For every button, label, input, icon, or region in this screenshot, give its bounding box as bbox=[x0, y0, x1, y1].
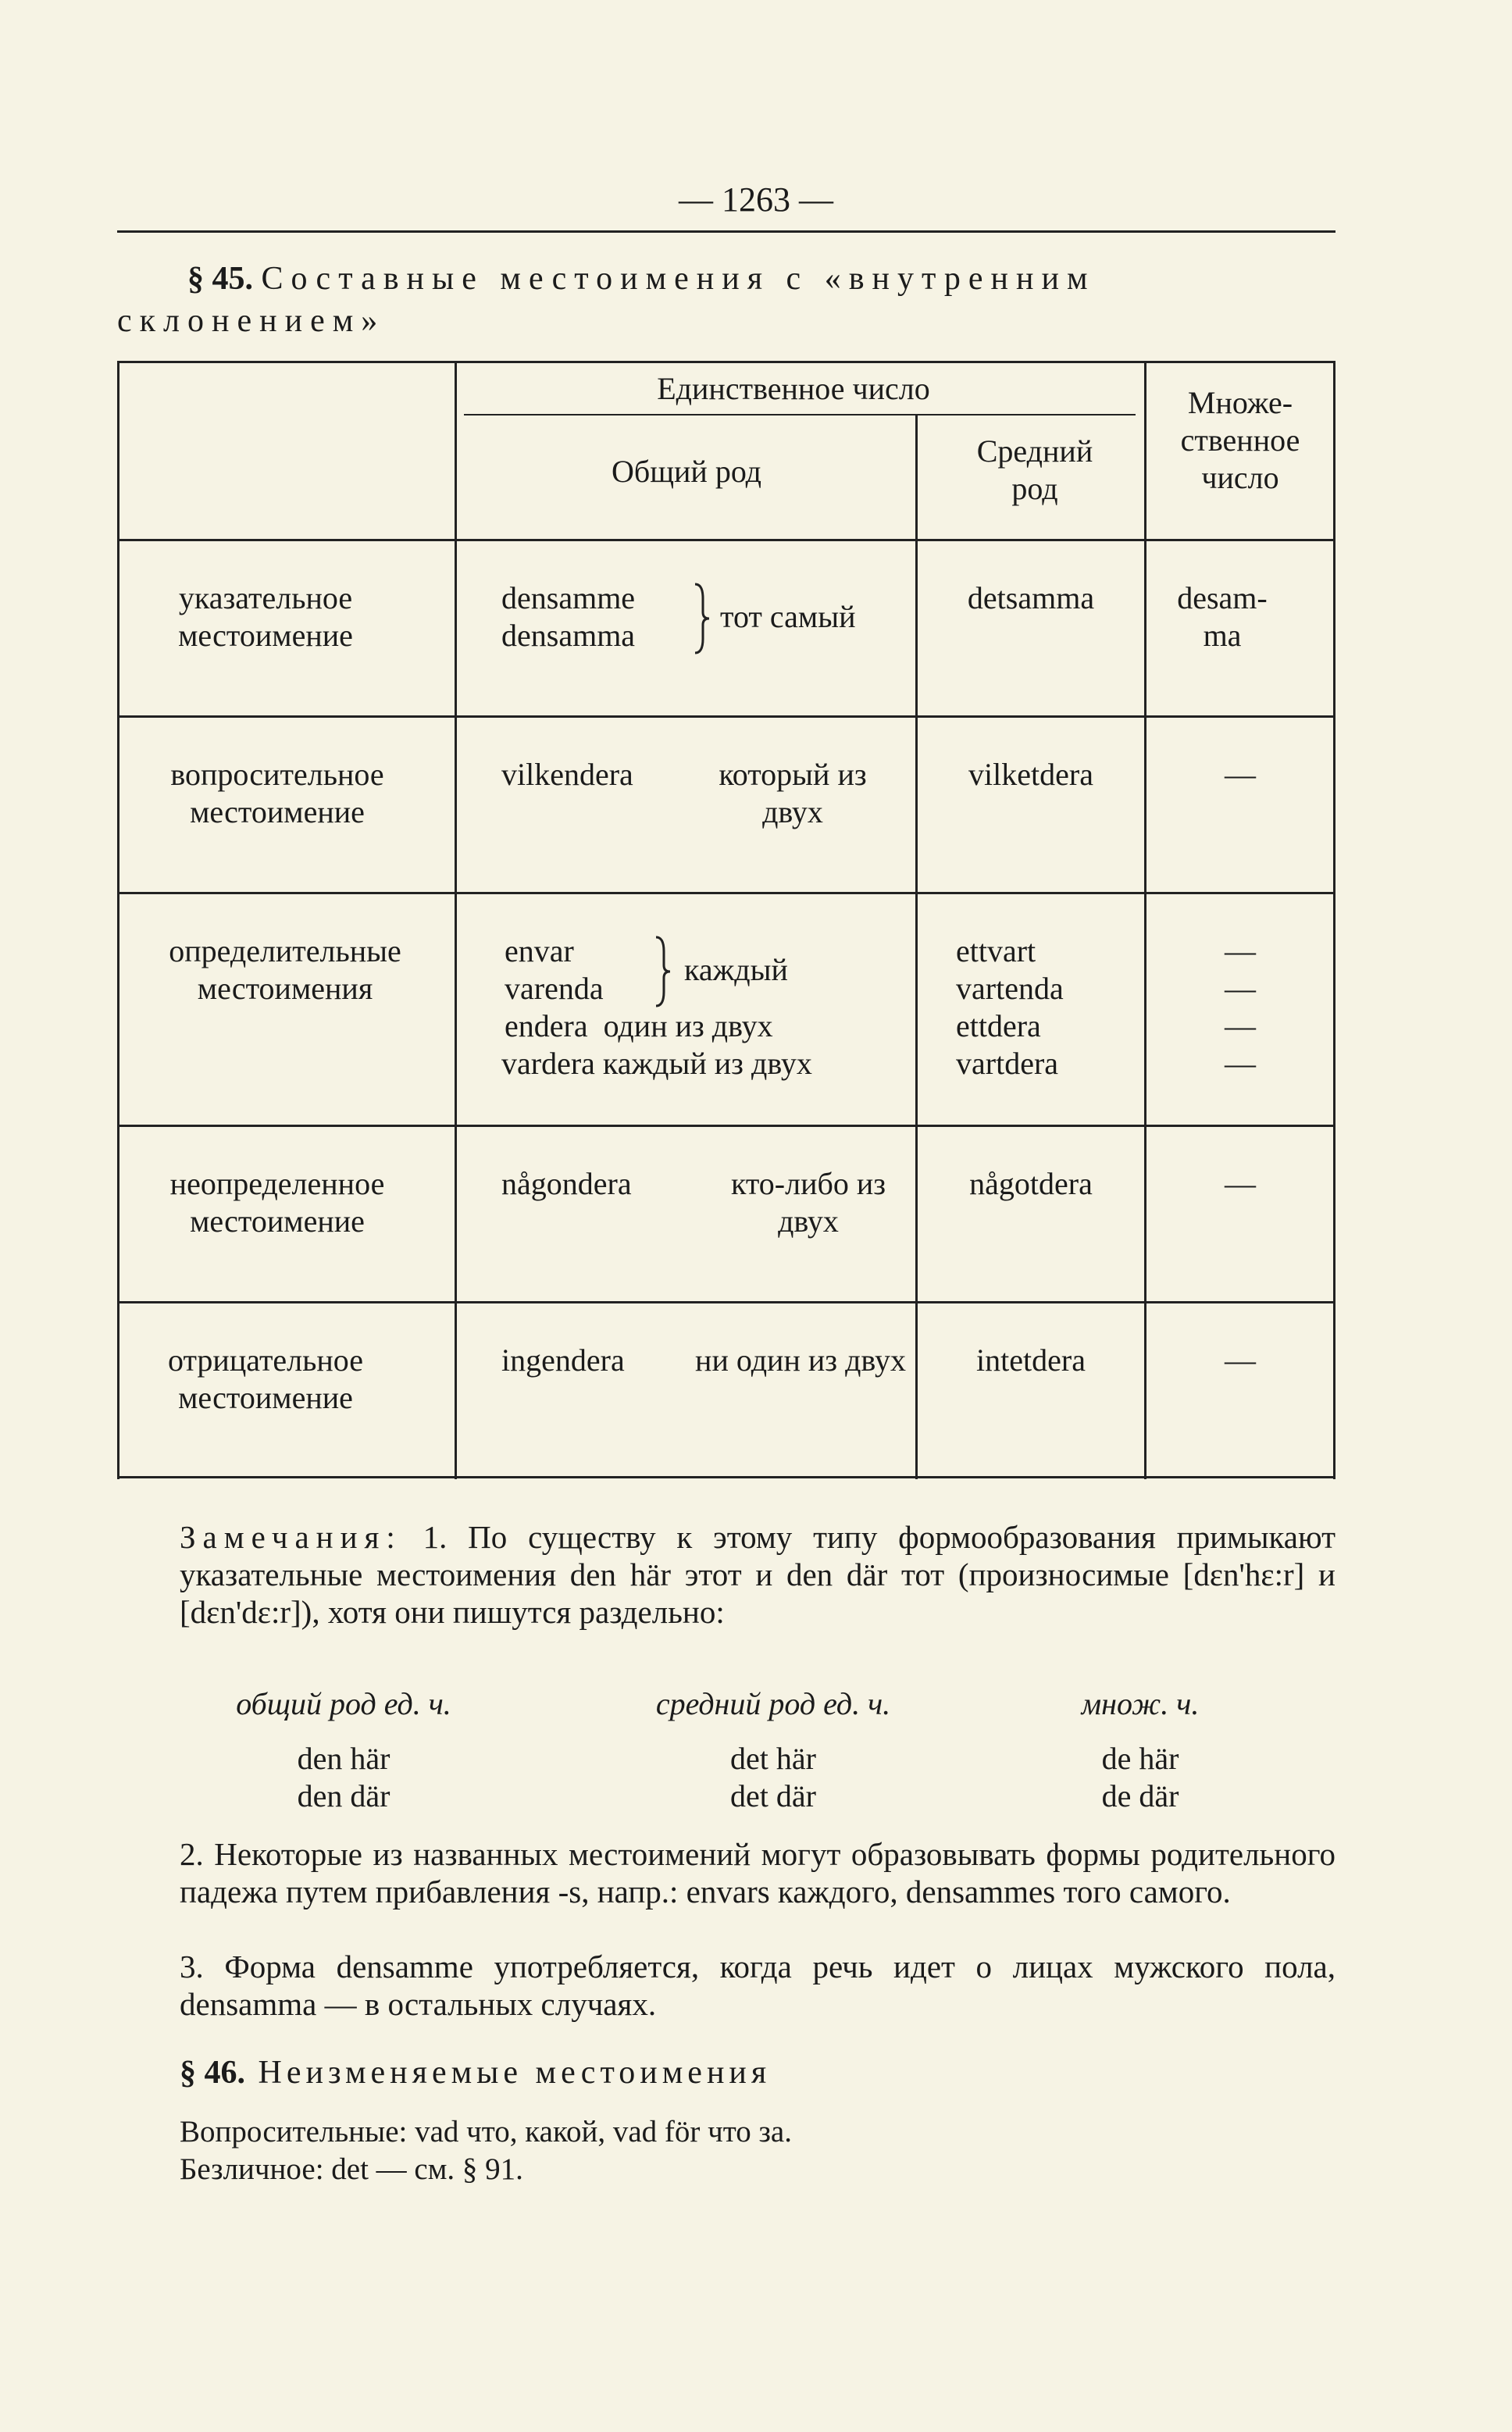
table-rule bbox=[1144, 361, 1146, 1479]
form-det-har: det här bbox=[730, 1741, 816, 1776]
table-rule bbox=[117, 892, 1335, 894]
section-45-title-line2: склонением» bbox=[117, 303, 386, 339]
plural-dash: — bbox=[1225, 1046, 1256, 1081]
neuter-vartenda: vartenda bbox=[956, 971, 1064, 1006]
common-endera: endera один из двух bbox=[505, 1008, 773, 1043]
form-den-har: den här bbox=[297, 1741, 390, 1776]
plural-dash: — bbox=[1225, 971, 1256, 1006]
plural-dash: — bbox=[1225, 933, 1256, 968]
common-densamma: densamma bbox=[501, 618, 636, 653]
page-number: — 1263 — bbox=[679, 180, 833, 219]
common-envar: envar bbox=[505, 933, 574, 968]
plural-dash: — bbox=[1225, 1166, 1256, 1201]
header-rule bbox=[117, 230, 1335, 233]
neuter-vartdera: vartdera bbox=[956, 1046, 1059, 1081]
neuter-ettvart: ettvart bbox=[956, 933, 1036, 968]
section-45-title bbox=[117, 258, 1343, 342]
row-label-interrogative: вопросительное местоимение bbox=[170, 757, 384, 829]
gloss-kto-libo: кто-либо из двух bbox=[730, 1166, 886, 1239]
section-45-number: § 45. bbox=[187, 261, 253, 297]
table-rule bbox=[455, 361, 457, 1479]
header-singular: Единственное число bbox=[657, 371, 930, 406]
table-rule bbox=[117, 715, 1335, 718]
forms-header-common: общий род ед. ч. bbox=[236, 1686, 451, 1721]
table-rule bbox=[117, 1476, 1335, 1478]
row-label-definitive: определительные местоимения bbox=[169, 933, 401, 1006]
section-46-number: § 46. bbox=[180, 2055, 245, 2091]
form-det-dar: det där bbox=[730, 1778, 816, 1813]
brace-icon bbox=[654, 936, 673, 1007]
row-label-indefinite: неопределенное местоимение bbox=[169, 1166, 385, 1239]
section-46-line2: Безличное: det — см. § 91. bbox=[180, 2152, 523, 2186]
table-rule bbox=[117, 361, 119, 1479]
neuter-ettdera: ettdera bbox=[956, 1008, 1041, 1043]
form-de-har: de här bbox=[1101, 1741, 1179, 1776]
table-rule bbox=[117, 539, 1335, 541]
table-rule bbox=[915, 414, 918, 1479]
row-label-negative: отрицательное местоимение bbox=[167, 1343, 364, 1415]
common-vilkendera: vilkendera bbox=[501, 757, 633, 792]
row-label-demonstrative: указательное местоимение bbox=[178, 580, 353, 653]
neuter-detsamma: detsamma bbox=[967, 580, 1095, 615]
common-densamme: densamme bbox=[501, 580, 636, 615]
neuter-intetdera: intetdera bbox=[976, 1343, 1086, 1378]
gloss-kazhdyi: каждый bbox=[684, 952, 788, 987]
form-de-dar: de där bbox=[1101, 1778, 1179, 1813]
gloss-ni-odin: ни один из двух bbox=[695, 1343, 906, 1378]
plural-dash: — bbox=[1225, 1008, 1256, 1043]
common-vardera: vardera каждый из двух bbox=[501, 1046, 812, 1081]
header-neuter-gender: Средний род bbox=[976, 433, 1093, 506]
pronoun-table bbox=[117, 361, 1335, 1479]
note-3 bbox=[117, 1948, 1335, 2023]
note-3-text: 3. Форма densamme употребляется, когда речь идет о лицах мужского пола, densamma — в остальных случаях. bbox=[180, 1949, 1335, 2022]
gloss-tot-samyi: тот самый bbox=[720, 599, 856, 634]
section-46-title bbox=[180, 2054, 771, 2091]
neuter-nagotdera: någotdera bbox=[969, 1166, 1093, 1201]
section-46-line1: Вопросительные: vad что, какой, vad för что за. bbox=[180, 2115, 792, 2149]
common-ingendera: ingendera bbox=[501, 1343, 625, 1378]
forms-header-plural: множ. ч. bbox=[1081, 1686, 1200, 1721]
plural-desamma: desam-ma bbox=[1177, 580, 1268, 653]
notes-label: Замечания: bbox=[180, 1519, 402, 1555]
brace-icon bbox=[694, 583, 712, 654]
common-nagondera: någondera bbox=[501, 1166, 632, 1201]
section-46-title-text: Неизменяемые местоимения bbox=[258, 2055, 772, 2091]
header-plural: Множе-ственное число bbox=[1180, 385, 1300, 495]
note-1 bbox=[117, 1518, 1335, 1631]
note-2 bbox=[117, 1835, 1335, 1910]
plural-dash: — bbox=[1225, 757, 1256, 792]
forms-header-neuter: средний род ед. ч. bbox=[655, 1686, 891, 1721]
table-rule bbox=[1333, 361, 1335, 1479]
section-45-title-line1: Составные местоимения с «внутренним bbox=[261, 261, 1096, 297]
table-rule bbox=[117, 361, 1335, 363]
table-rule bbox=[117, 1301, 1335, 1303]
gloss-kotoryi: который из двух bbox=[719, 757, 867, 829]
plural-dash: — bbox=[1225, 1343, 1256, 1378]
table-rule bbox=[464, 414, 1136, 415]
neuter-vilketdera: vilketdera bbox=[968, 757, 1093, 792]
form-den-dar: den där bbox=[297, 1778, 390, 1813]
note-1-text: 1. По существу к этому типу формообразования примыкают указательные местоимения den här этот и den där тот (произносимые [dɛn'hɛ:r] и [dɛn'dɛ:r]), хотя они пишутся раздельно: bbox=[180, 1519, 1336, 1630]
common-varenda: varenda bbox=[505, 971, 604, 1006]
table-rule bbox=[117, 1125, 1335, 1127]
header-common-gender: Общий род bbox=[611, 454, 762, 489]
note-2-text: 2. Некоторые из названных местоимений могут образовывать формы родительного падежа путем прибавления -s, напр.: envars каждого, densammes того самого. bbox=[180, 1836, 1335, 1910]
